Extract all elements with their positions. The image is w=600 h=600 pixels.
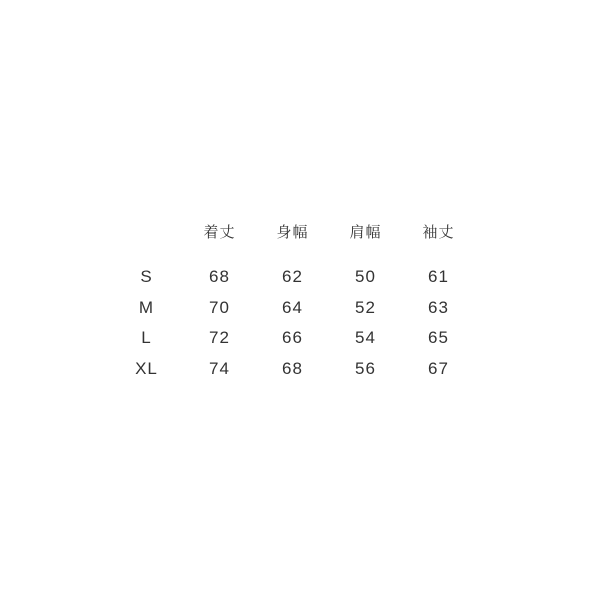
cell-value: 52: [355, 297, 376, 317]
row-size-label: L: [141, 328, 152, 348]
cell-value: 67: [428, 358, 449, 378]
cell-value: 66: [282, 328, 303, 348]
column-header-sleeve-length: 袖丈: [422, 223, 455, 241]
table-row-l: [110, 323, 475, 354]
cell-value: 65: [428, 328, 449, 348]
cell-value: 56: [355, 358, 376, 378]
cell-value: 62: [282, 267, 303, 287]
column-header-body-width: 身幅: [276, 223, 309, 241]
cell-value: 72: [209, 328, 230, 348]
size-chart-table: [110, 216, 475, 384]
table-row-m: [110, 293, 475, 324]
cell-value: 63: [428, 297, 449, 317]
row-size-label: S: [140, 267, 153, 287]
cell-value: 54: [355, 328, 376, 348]
cell-value: 68: [209, 267, 230, 287]
cell-value: 64: [282, 297, 303, 317]
row-size-label: XL: [135, 358, 158, 378]
cell-value: 70: [209, 297, 230, 317]
column-header-shoulder-width: 肩幅: [349, 223, 382, 241]
cell-value: 68: [282, 358, 303, 378]
table-row-xl: [110, 354, 475, 385]
cell-value: 50: [355, 267, 376, 287]
table-row-s: [110, 262, 475, 293]
cell-value: 74: [209, 358, 230, 378]
column-header-length: 着丈: [203, 223, 236, 241]
cell-value: 61: [428, 267, 449, 287]
row-size-label: M: [138, 297, 155, 317]
table-header-row: [110, 216, 475, 246]
